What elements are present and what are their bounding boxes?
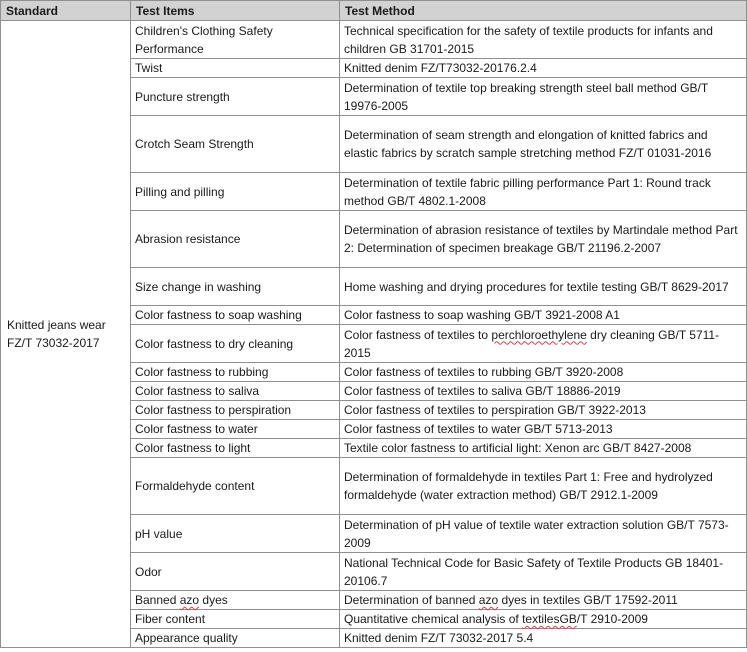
test-item: Color fastness to water xyxy=(131,420,340,439)
test-item: Appearance quality xyxy=(131,629,340,648)
test-item: Color fastness to light xyxy=(131,439,340,458)
standard-name: Knitted jeans wear xyxy=(7,318,106,332)
test-method: Determination of seam strength and elongation of knitted fabrics and elastic fabrics by scratch sample stretching method FZ/T 01031-2016 xyxy=(340,116,747,173)
test-item: Puncture strength xyxy=(131,78,340,116)
test-method: Knitted denim FZ/T73032-20176.2.4 xyxy=(340,59,747,78)
test-method: Color fastness of textiles to rubbing GB/T 3920-2008 xyxy=(340,363,747,382)
test-method: Home washing and drying procedures for textile testing GB/T 8629-2017 xyxy=(340,268,747,306)
test-item-text: Banned xyxy=(135,593,180,607)
test-method-text: Quantitative chemical analysis of xyxy=(344,612,523,626)
table-row xyxy=(1,21,747,59)
test-item: Twist xyxy=(131,59,340,78)
test-item xyxy=(131,591,340,610)
test-item: Color fastness to perspiration xyxy=(131,401,340,420)
header-test-method: Test Method xyxy=(340,1,747,21)
test-method-text: dyes in textiles GB/T 17592-2011 xyxy=(498,593,678,607)
spellcheck-flagged-word: azo xyxy=(179,593,200,607)
test-method: Technical specification for the safety of textile products for infants and children GB 31701-2015 xyxy=(340,21,747,59)
test-item: Color fastness to saliva xyxy=(131,382,340,401)
header-standard: Standard xyxy=(1,1,131,21)
test-item: Crotch Seam Strength xyxy=(131,116,340,173)
test-method-text: /T 2910-2009 xyxy=(576,612,648,626)
standard-cell xyxy=(1,21,131,648)
test-method: Color fastness of textiles to perspiration GB/T 3922-2013 xyxy=(340,401,747,420)
header-row xyxy=(1,1,747,21)
table-header xyxy=(1,1,747,21)
test-method xyxy=(340,325,747,363)
test-item: Abrasion resistance xyxy=(131,211,340,268)
test-item: Color fastness to soap washing xyxy=(131,306,340,325)
test-method: Knitted denim FZ/T 73032-2017 5.4 xyxy=(340,629,747,648)
test-item: Odor xyxy=(131,553,340,591)
test-method: Determination of abrasion resistance of textiles by Martindale method Part 2: Determination of specimen breakage GB/T 21196.2-2007 xyxy=(340,211,747,268)
standard-code: FZ/T 73032-2017 xyxy=(7,336,100,350)
test-item: Size change in washing xyxy=(131,268,340,306)
test-item: Color fastness to rubbing xyxy=(131,363,340,382)
spellcheck-flagged-word: azo xyxy=(478,593,499,607)
test-method: Determination of formaldehyde in textiles Part 1: Free and hydrolyzed formaldehyde (water extraction method) GB/T 2912.1-2009 xyxy=(340,458,747,515)
test-item: Pilling and pilling xyxy=(131,173,340,211)
test-item: Children's Clothing Safety Performance xyxy=(131,21,340,59)
test-method-text: dry cleaning GB/T 5711-2015 xyxy=(344,327,720,360)
test-method: Color fastness of textiles to water GB/T 5713-2013 xyxy=(340,420,747,439)
header-test-items: Test Items xyxy=(131,1,340,21)
spellcheck-flagged-word: textilesGB xyxy=(522,612,577,626)
test-method: Determination of pH value of textile water extraction solution GB/T 7573-2009 xyxy=(340,515,747,553)
test-method: Textile color fastness to artificial light: Xenon arc GB/T 8427-2008 xyxy=(340,439,747,458)
test-item: Formaldehyde content xyxy=(131,458,340,515)
test-method xyxy=(340,610,747,629)
test-method-text: Color fastness of textiles to xyxy=(344,327,492,342)
test-item: Color fastness to dry cleaning xyxy=(131,325,340,363)
test-method: Color fastness of textiles to saliva GB/T 18886-2019 xyxy=(340,382,747,401)
test-method: Determination of textile fabric pilling performance Part 1: Round track method GB/T 4802.1-2008 xyxy=(340,173,747,211)
table-body xyxy=(1,21,747,648)
test-method-text: Determination of banned xyxy=(344,593,479,607)
test-method: National Technical Code for Basic Safety of Textile Products GB 18401-20106.7 xyxy=(340,553,747,591)
test-item: Fiber content xyxy=(131,610,340,629)
test-item-text: dyes xyxy=(199,593,228,607)
test-method: Determination of textile top breaking strength steel ball method GB/T 19976-2005 xyxy=(340,78,747,116)
test-item: pH value xyxy=(131,515,340,553)
test-method xyxy=(340,591,747,610)
test-method: Color fastness to soap washing GB/T 3921-2008 A1 xyxy=(340,306,747,325)
spellcheck-flagged-word: perchloroethylene xyxy=(491,327,587,342)
